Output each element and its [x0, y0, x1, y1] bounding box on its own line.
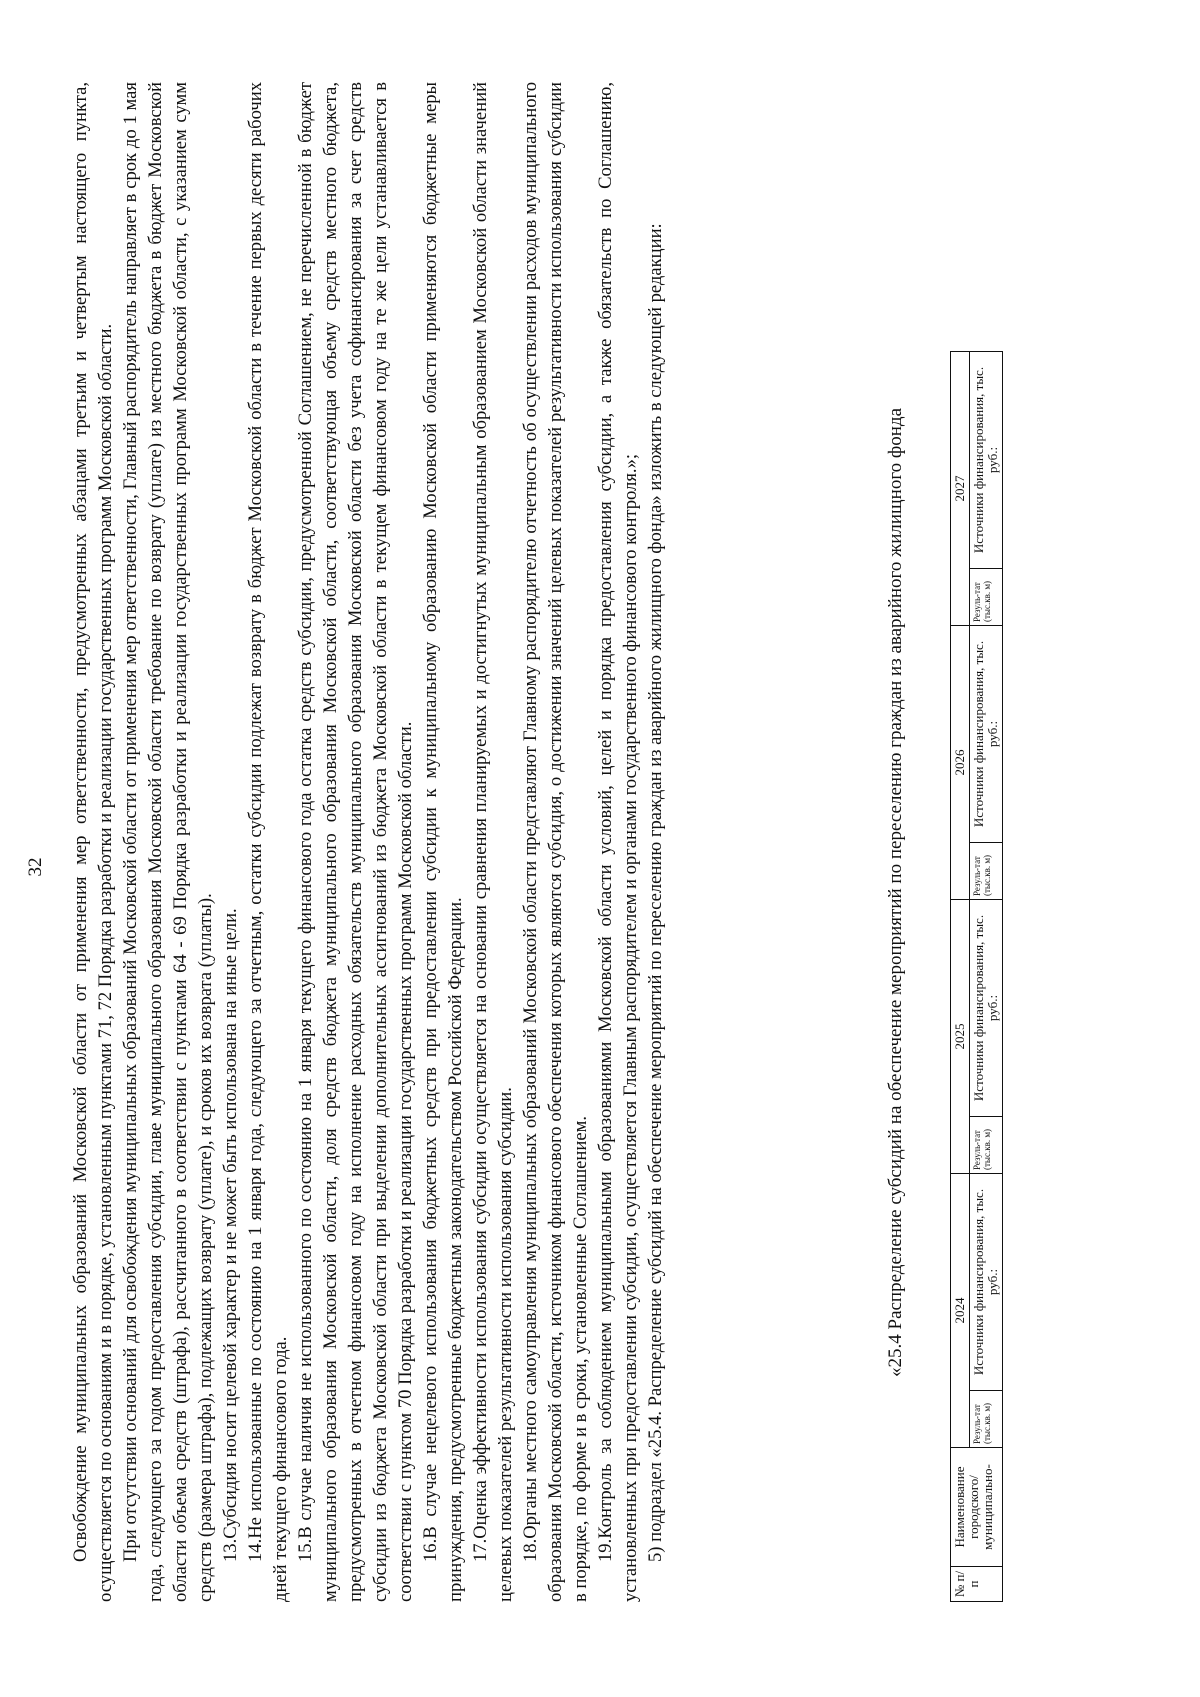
sources-header: Источники финансирования, тыс. руб.:	[970, 1174, 1003, 1391]
sources-header: Источники финансирования, тыс. руб.:	[970, 900, 1003, 1117]
paragraph: 14.Не использованные по состоянию на 1 января года, следующего за отчетным, остатки субсидии подлежат возврату в бюджет Московской области в течение первых десяти рабочих дней текущего финансового года.	[245, 82, 291, 1602]
result-header: Резуль-тат (тыс.кв. м)	[970, 569, 1003, 626]
result-header: Резуль-тат (тыс.кв. м)	[970, 843, 1003, 900]
sources-header: Источники финансирования, тыс. руб.:	[970, 626, 1003, 843]
body-text	[68, 82, 668, 1602]
year-header-2025: 2025	[951, 900, 970, 1174]
page-number: 32	[25, 857, 46, 877]
paragraph: 13.Субсидия носит целевой характер и не может быть использована на иные цели.	[220, 908, 241, 1562]
paragraph: 19.Контроль за соблюдением муниципальными образованиями Московской области условий, целей и порядка предоставления субсидии, а также обязательств по Соглашению, установленных при предоставлении субсидии, осуществляется Главным распорядителем и органами государственного финансового контроля.»;	[595, 82, 641, 1602]
col-name-header: Наименование городского/ муниципально-	[951, 1448, 1003, 1567]
section-heading: «25.4 Распределение субсидий на обеспечение мероприятий по переселению граждан из аварийного жилищного фонда	[885, 408, 906, 1377]
paragraph: При отсутствии оснований для освобождения муниципальных образований Московской области от применения мер ответственности, Главный распорядитель направляет в срок до 1 мая года, следующего за годом предоставления субсидии, главе муниципального образования Московской области требование по возврату (уплате) из местного бюджета в бюджет Московской области объема средств (штрафа), рассчитанного в соответствии с пунктами 64 - 69 Порядка разработки и реализации государственных программ Московской области, с указанием сумм средств (размера штрафа), подлежащих возврату (уплате), и сроков их возврата (уплаты).	[120, 82, 216, 1602]
sources-header: Источники финансирования, тыс. руб.:	[970, 352, 1003, 569]
year-header-2024: 2024	[951, 1174, 970, 1448]
paragraph: 15.В случае наличия не использованного по состоянию на 1 января текущего финансового года остатка средств субсидии, предусмотренной Соглашением, не перечисленной в бюджет муниципального образования Московской области, доля средств бюджета муниципального образования Московской области, соответствующая объему средств местного бюджета, предусмотренных в отчетном финансовом году на исполнение расходных обязательств муниципального образования Московской области без учета софинансирования за счет средств субсидии из бюджета Московской области при выделении дополнительных ассигнований из бюджета Московской области в текущем финансовом году на те же цели устанавливается в соответствии с пунктом 70 Порядка разработки и реализации государственных программ Московской области.	[295, 82, 416, 1602]
paragraph: 5) подраздел «25.4. Распределение субсидий на обеспечение мероприятий по переселению граждан из аварийного жилищного фонда» изложить в следующей редакции:	[645, 223, 666, 1562]
year-header-2026: 2026	[951, 626, 970, 900]
paragraph: 18.Органы местного самоуправления муниципальных образований Московской области представляют Главному распорядителю отчетность об осуществлении расходов муниципального образования Московской области, источником финансового обеспечения которых являются субсидия, о достижении значений целевых показателей результативности использования субсидии в порядке, по форме и в сроки, установленные Соглашением.	[520, 82, 591, 1602]
paragraph: Освобождение муниципальных образований Московской области от применения мер ответственности, предусмотренных абзацами третьим и четвертым настоящего пункта, осуществляется по основаниям и в порядке, установленным пунктами 71, 72 Порядка разработки и реализации государственных программ Московской области.	[70, 82, 116, 1602]
result-header: Резуль-тат (тыс.кв. м)	[970, 1391, 1003, 1448]
distribution-table	[950, 351, 1003, 1602]
year-header-2027: 2027	[951, 352, 970, 626]
table-header-row-sub	[970, 352, 1003, 1602]
paragraph: 16.В случае нецелевого использования бюджетных средств при предоставлении субсидии к муниципальному образованию Московской области применяются бюджетные меры принуждения, предусмотренные бюджетным законодательством Российской Федерации.	[420, 82, 466, 1602]
col-number-header: № п/п	[951, 1567, 1003, 1602]
table-header-row-years	[951, 352, 970, 1602]
result-header: Резуль-тат (тыс.кв. м)	[970, 1117, 1003, 1174]
paragraph: 17.Оценка эффективности использования субсидии осуществляется на основании сравнения планируемых и достигнутых муниципальным образованием Московской области значений целевых показателей результативности использования субсидии.	[470, 82, 516, 1602]
